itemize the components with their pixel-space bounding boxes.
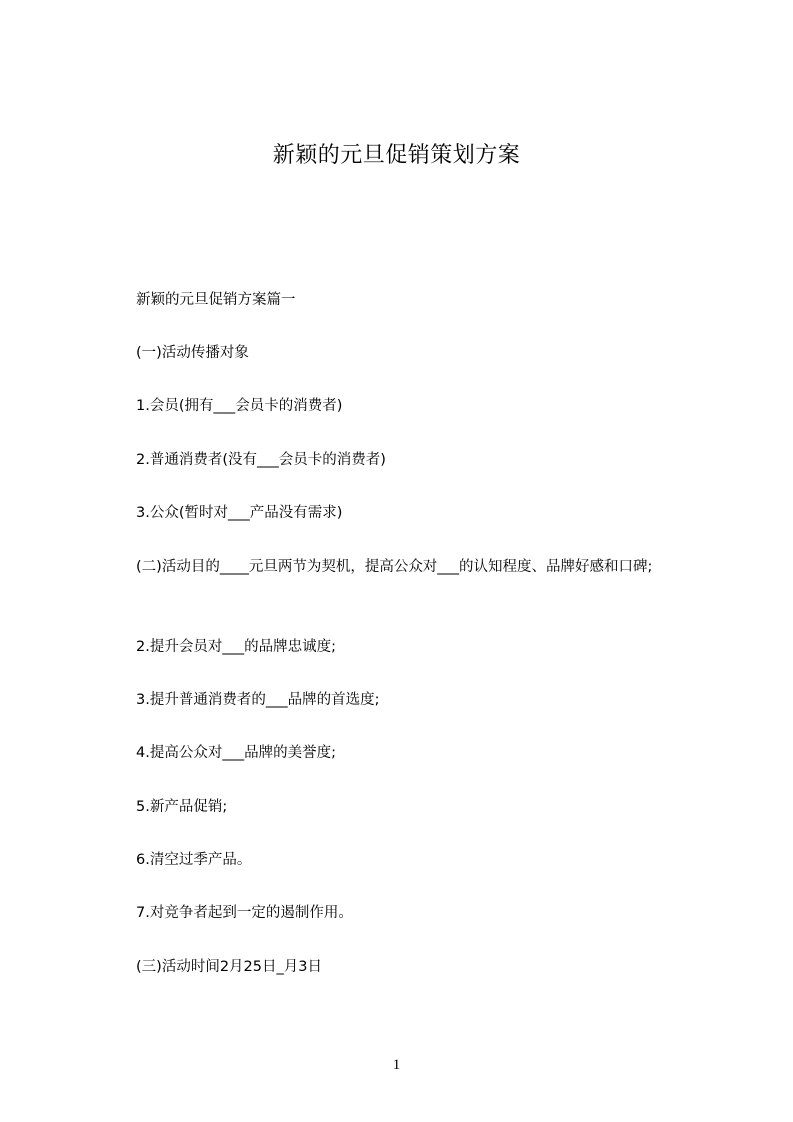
paragraph: 5.新产品促销;: [136, 799, 228, 815]
paragraph: 2.普通消费者(没有___会员卡的消费者): [136, 452, 386, 468]
paragraph: (三)活动时间2月25日_月3日: [136, 959, 322, 975]
paragraph: 4.提高公众对___品牌的美誉度;: [136, 745, 336, 761]
paragraph: 6.清空过季产品。: [136, 852, 252, 868]
document-title: 新颖的元旦促销策划方案: [272, 143, 521, 168]
page-number: 1: [392, 1057, 401, 1073]
paragraph: 1.会员(拥有___会员卡的消费者): [136, 398, 343, 414]
paragraph: (一)活动传播对象: [136, 345, 249, 361]
paragraph: 3.提升普通消费者的___品牌的首选度;: [136, 692, 380, 708]
paragraph: (二)活动目的____元旦两节为契机，提高公众对___的认知程度、品牌好感和口碑;: [136, 559, 653, 575]
paragraph: 2.提升会员对___的品牌忠诚度;: [136, 639, 336, 655]
section-heading: 新颖的元旦促销方案篇一: [136, 292, 296, 308]
paragraph: 3.公众(暂时对___产品没有需求): [136, 505, 343, 521]
paragraph: 7.对竞争者起到一定的遏制作用。: [136, 905, 353, 921]
